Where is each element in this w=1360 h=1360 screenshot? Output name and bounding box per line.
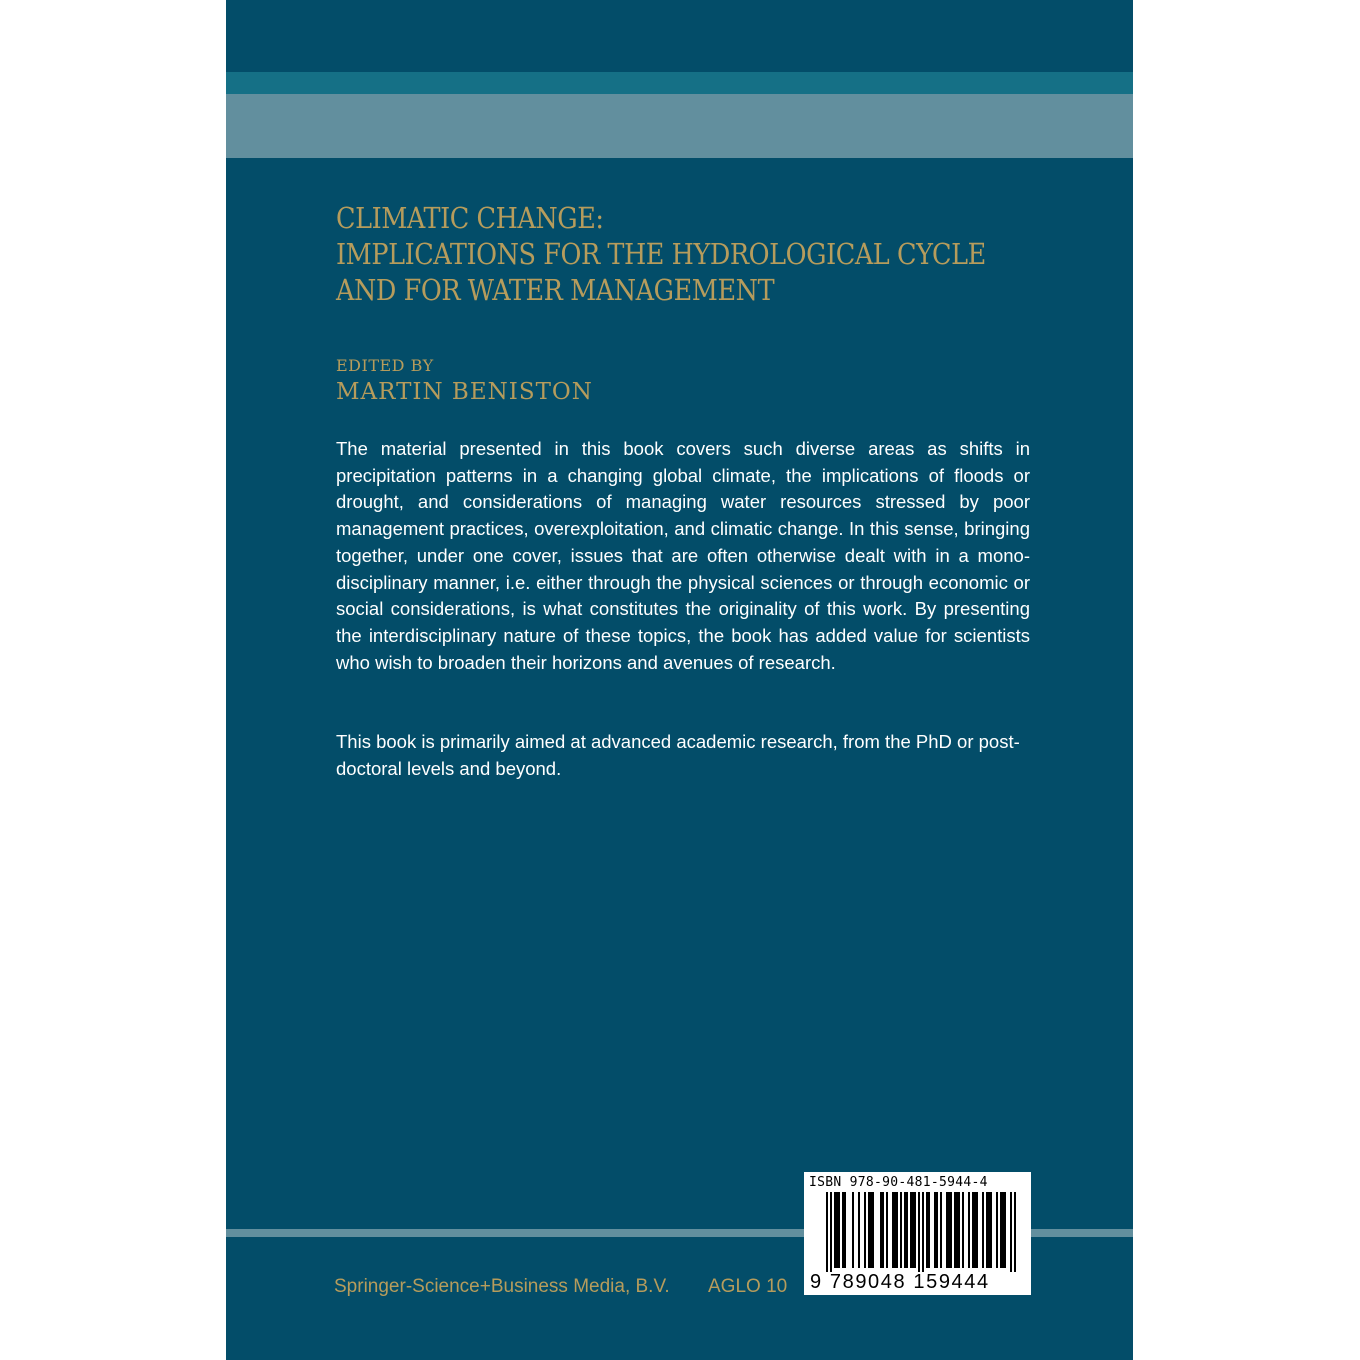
barcode-bar [842, 1192, 846, 1268]
description-paragraph-2: This book is primarily aimed at advanced academic research, from the PhD or post-doctoral levels and beyond. [336, 731, 1020, 779]
barcode-bar [1000, 1192, 1006, 1268]
barcode-bar [946, 1192, 952, 1268]
isbn-barcode [804, 1172, 1031, 1295]
barcode-bar [910, 1192, 916, 1268]
barcode-bar [858, 1192, 860, 1268]
barcode-bar [918, 1192, 920, 1272]
barcode-bar [826, 1192, 828, 1272]
barcode-bar [968, 1192, 970, 1268]
barcode-bar [926, 1192, 930, 1268]
barcode-bar [972, 1192, 978, 1268]
title-line-3: AND FOR WATER MANAGEMENT [336, 273, 775, 307]
barcode-bar [834, 1192, 840, 1268]
publisher-name: Springer-Science+Business Media, B.V. [334, 1276, 670, 1297]
barcode-bar [864, 1192, 866, 1268]
barcode-bar [1014, 1192, 1016, 1272]
edited-by-label: EDITED BY [336, 356, 434, 375]
barcode-bar [868, 1192, 874, 1268]
title-line-1: CLIMATIC CHANGE: [336, 201, 604, 235]
barcode-bar [982, 1192, 984, 1268]
barcode-bar [880, 1192, 884, 1268]
barcode-bar [940, 1192, 942, 1268]
book-back-cover [226, 0, 1133, 1360]
barcode-bar [922, 1192, 924, 1272]
barcode-bar [996, 1192, 998, 1268]
barcode-bar [886, 1192, 888, 1268]
title-line-2: IMPLICATIONS FOR THE HYDROLOGICAL CYCLE [336, 237, 986, 271]
editor-name: MARTIN BENISTON [336, 379, 593, 405]
top-band-wide [226, 94, 1133, 158]
barcode-bar [852, 1192, 854, 1268]
top-band-thin [226, 72, 1133, 94]
ean-digits: 9 789048 159444 [810, 1271, 990, 1293]
barcode-bar [830, 1192, 832, 1272]
barcode-bar [954, 1192, 960, 1268]
barcode-bar [1010, 1192, 1012, 1272]
barcode-bar [904, 1192, 908, 1268]
barcode-bar [900, 1192, 902, 1268]
book-title [336, 200, 986, 308]
barcode-bar [986, 1192, 992, 1268]
description-paragraph-1: The material presented in this book covers such diverse areas as shifts in precipitation patterns in a changing global climate, the implications of floods or drought, and considerations of managing water resources stressed by poor management practices, overexploitation, and climatic change. In this sense, bringing together, under one cover, issues that are often otherwise dealt with in a mono-disciplinary manner, i.e. either through the physical sciences or through economic or social considerations, is what constitutes the originality of this work. By presenting the interdisciplinary nature of these topics, the book has added value for scientists who wish to broaden their horizons and avenues of research. [336, 438, 1030, 673]
isbn-label: ISBN 978-90-481-5944-4 [809, 1175, 988, 1190]
barcode-bar [934, 1192, 938, 1268]
barcode-bar [962, 1192, 964, 1268]
series-code: AGLO 10 [708, 1276, 788, 1297]
barcode-bar [892, 1192, 898, 1268]
